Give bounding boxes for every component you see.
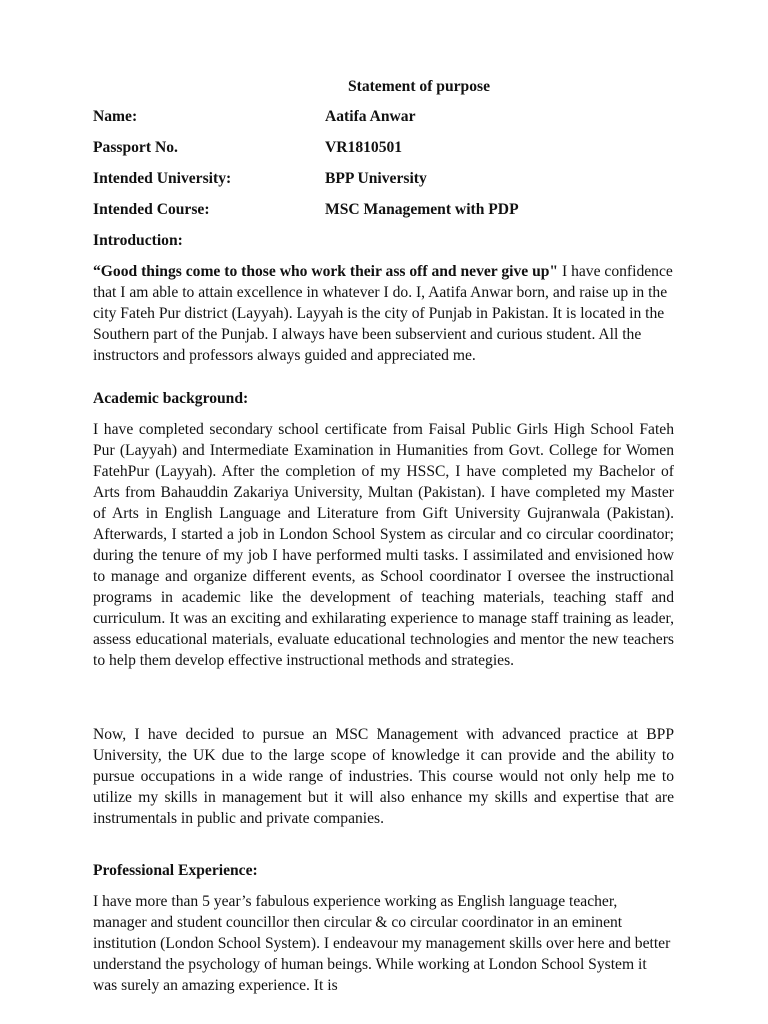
introduction-text: I have confidence that I am able to attain excellence in whatever I do. I, Aatifa Anwar born, and raise up in the city Fateh Pur district (Layyah). Layyah is the city of Punjab in Pakistan. It is located in the Southern part of the Punjab. I always have been subservient and curious student. All the instructors and professors always guided and appreciated me. bbox=[93, 263, 673, 364]
introduction-heading: Introduction: bbox=[93, 232, 183, 249]
field-value: Aatifa Anwar bbox=[325, 108, 416, 125]
field-course bbox=[93, 199, 693, 220]
introduction-paragraph bbox=[93, 261, 674, 366]
academic-paragraph-2: Now, I have decided to pursue an MSC Management with advanced practice at BPP University, the UK due to the large scope of knowledge it can provide and the ability to pursue occupations in a wide range of industries. This course would not only help me to utilize my skills in management but it will also enhance my skills and expertise that are instrumentals in public and private companies. bbox=[93, 726, 674, 827]
field-university bbox=[93, 168, 693, 189]
field-label: Passport No. bbox=[93, 139, 178, 156]
field-name bbox=[93, 106, 693, 127]
academic-heading: Academic background: bbox=[93, 390, 249, 407]
field-label: Intended Course: bbox=[93, 201, 210, 218]
field-passport bbox=[93, 137, 693, 158]
field-label: Intended University: bbox=[93, 170, 232, 187]
field-value: VR1810501 bbox=[325, 139, 403, 156]
professional-paragraph: I have more than 5 year’s fabulous experience working as English language teacher, manager and student councillor then circular & co circular coordinator in an eminent institution (London School System). I endeavour my management skills over here and better understand the psychology of human beings. While working at London School System it was surely an amazing experience. It is bbox=[93, 893, 671, 994]
field-value: MSC Management with PDP bbox=[325, 201, 519, 218]
field-value: BPP University bbox=[325, 170, 427, 187]
academic-paragraph-1: I have completed secondary school certificate from Faisal Public Girls High School Fateh Pur (Layyah) and Intermediate Examination in Humanities from Govt. College for Women FatehPur (Layyah). After the completion of my HSSC, I have completed my Bachelor of Arts from Bahauddin Zakariya University, Multan (Pakistan). I have completed my Master of Arts in English Language and Literature from Gift University Gujranwala (Pakistan). Afterwards, I started a job in London School System as circular and co circular coordinator; during the tenure of my job I have performed multi tasks. I assimilated and envisioned how to manage and organize different events, as School coordinator I oversee the instructional programs in academic like the development of teaching materials, teaching staff and curriculum. It was an exciting and exhilarating experience to manage staff training as leader, assess educational materials, evaluate educational technologies and mentor the new teachers to help them develop effective instructional methods and strategies. bbox=[93, 421, 674, 669]
field-label: Name: bbox=[93, 108, 138, 125]
document-title: Statement of purpose bbox=[347, 78, 491, 95]
professional-heading: Professional Experience: bbox=[93, 862, 258, 879]
introduction-quote: “Good things come to those who work their ass off and never give up" bbox=[93, 263, 559, 280]
